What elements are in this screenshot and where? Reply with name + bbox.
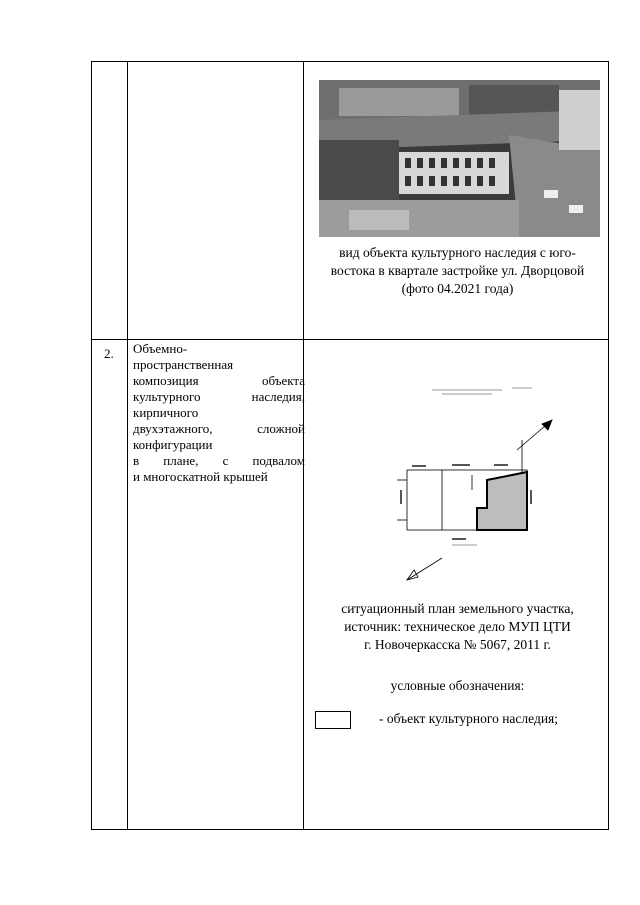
plan-caption-line: ситуационный план земельного участка, [341, 601, 574, 616]
description-line: двухэтажного, сложной [133, 421, 305, 436]
document-table [91, 61, 609, 830]
photo-caption [305, 244, 610, 298]
situation-plan-drawing [382, 380, 572, 585]
building-photo [319, 80, 600, 237]
legend-title: условные обозначения: [390, 678, 525, 693]
legend-swatch [315, 711, 351, 729]
description-line: композиция объекта [133, 373, 305, 388]
object-description [133, 341, 305, 485]
description-line: Объемно- [133, 341, 188, 356]
description-line: пространственная [133, 357, 234, 372]
description-line: кирпичного [133, 405, 199, 420]
description-line: в плане, с подвалом [133, 453, 305, 468]
plan-caption-line: источник: техническое дело МУП ЦТИ [344, 619, 571, 634]
description-line: культурного наследия, [133, 389, 305, 404]
description-line: и многоскатной крышей [133, 469, 268, 484]
description-line: конфигурации [133, 437, 213, 452]
row-number: 2. [104, 346, 114, 361]
column-divider-1 [127, 62, 128, 829]
photo-caption-line: вид объекта культурного наследия с юго- [339, 245, 576, 260]
row-divider [92, 339, 608, 340]
photo-caption-line: (фото 04.2021 года) [401, 281, 514, 296]
plan-caption-line: г. Новочеркасска № 5067, 2011 г. [364, 637, 551, 652]
photo-caption-line: востока в квартале застройке ул. Дворцовой [330, 263, 585, 278]
plan-caption [305, 600, 610, 654]
legend-item-text: - объект культурного наследия; [379, 711, 559, 726]
